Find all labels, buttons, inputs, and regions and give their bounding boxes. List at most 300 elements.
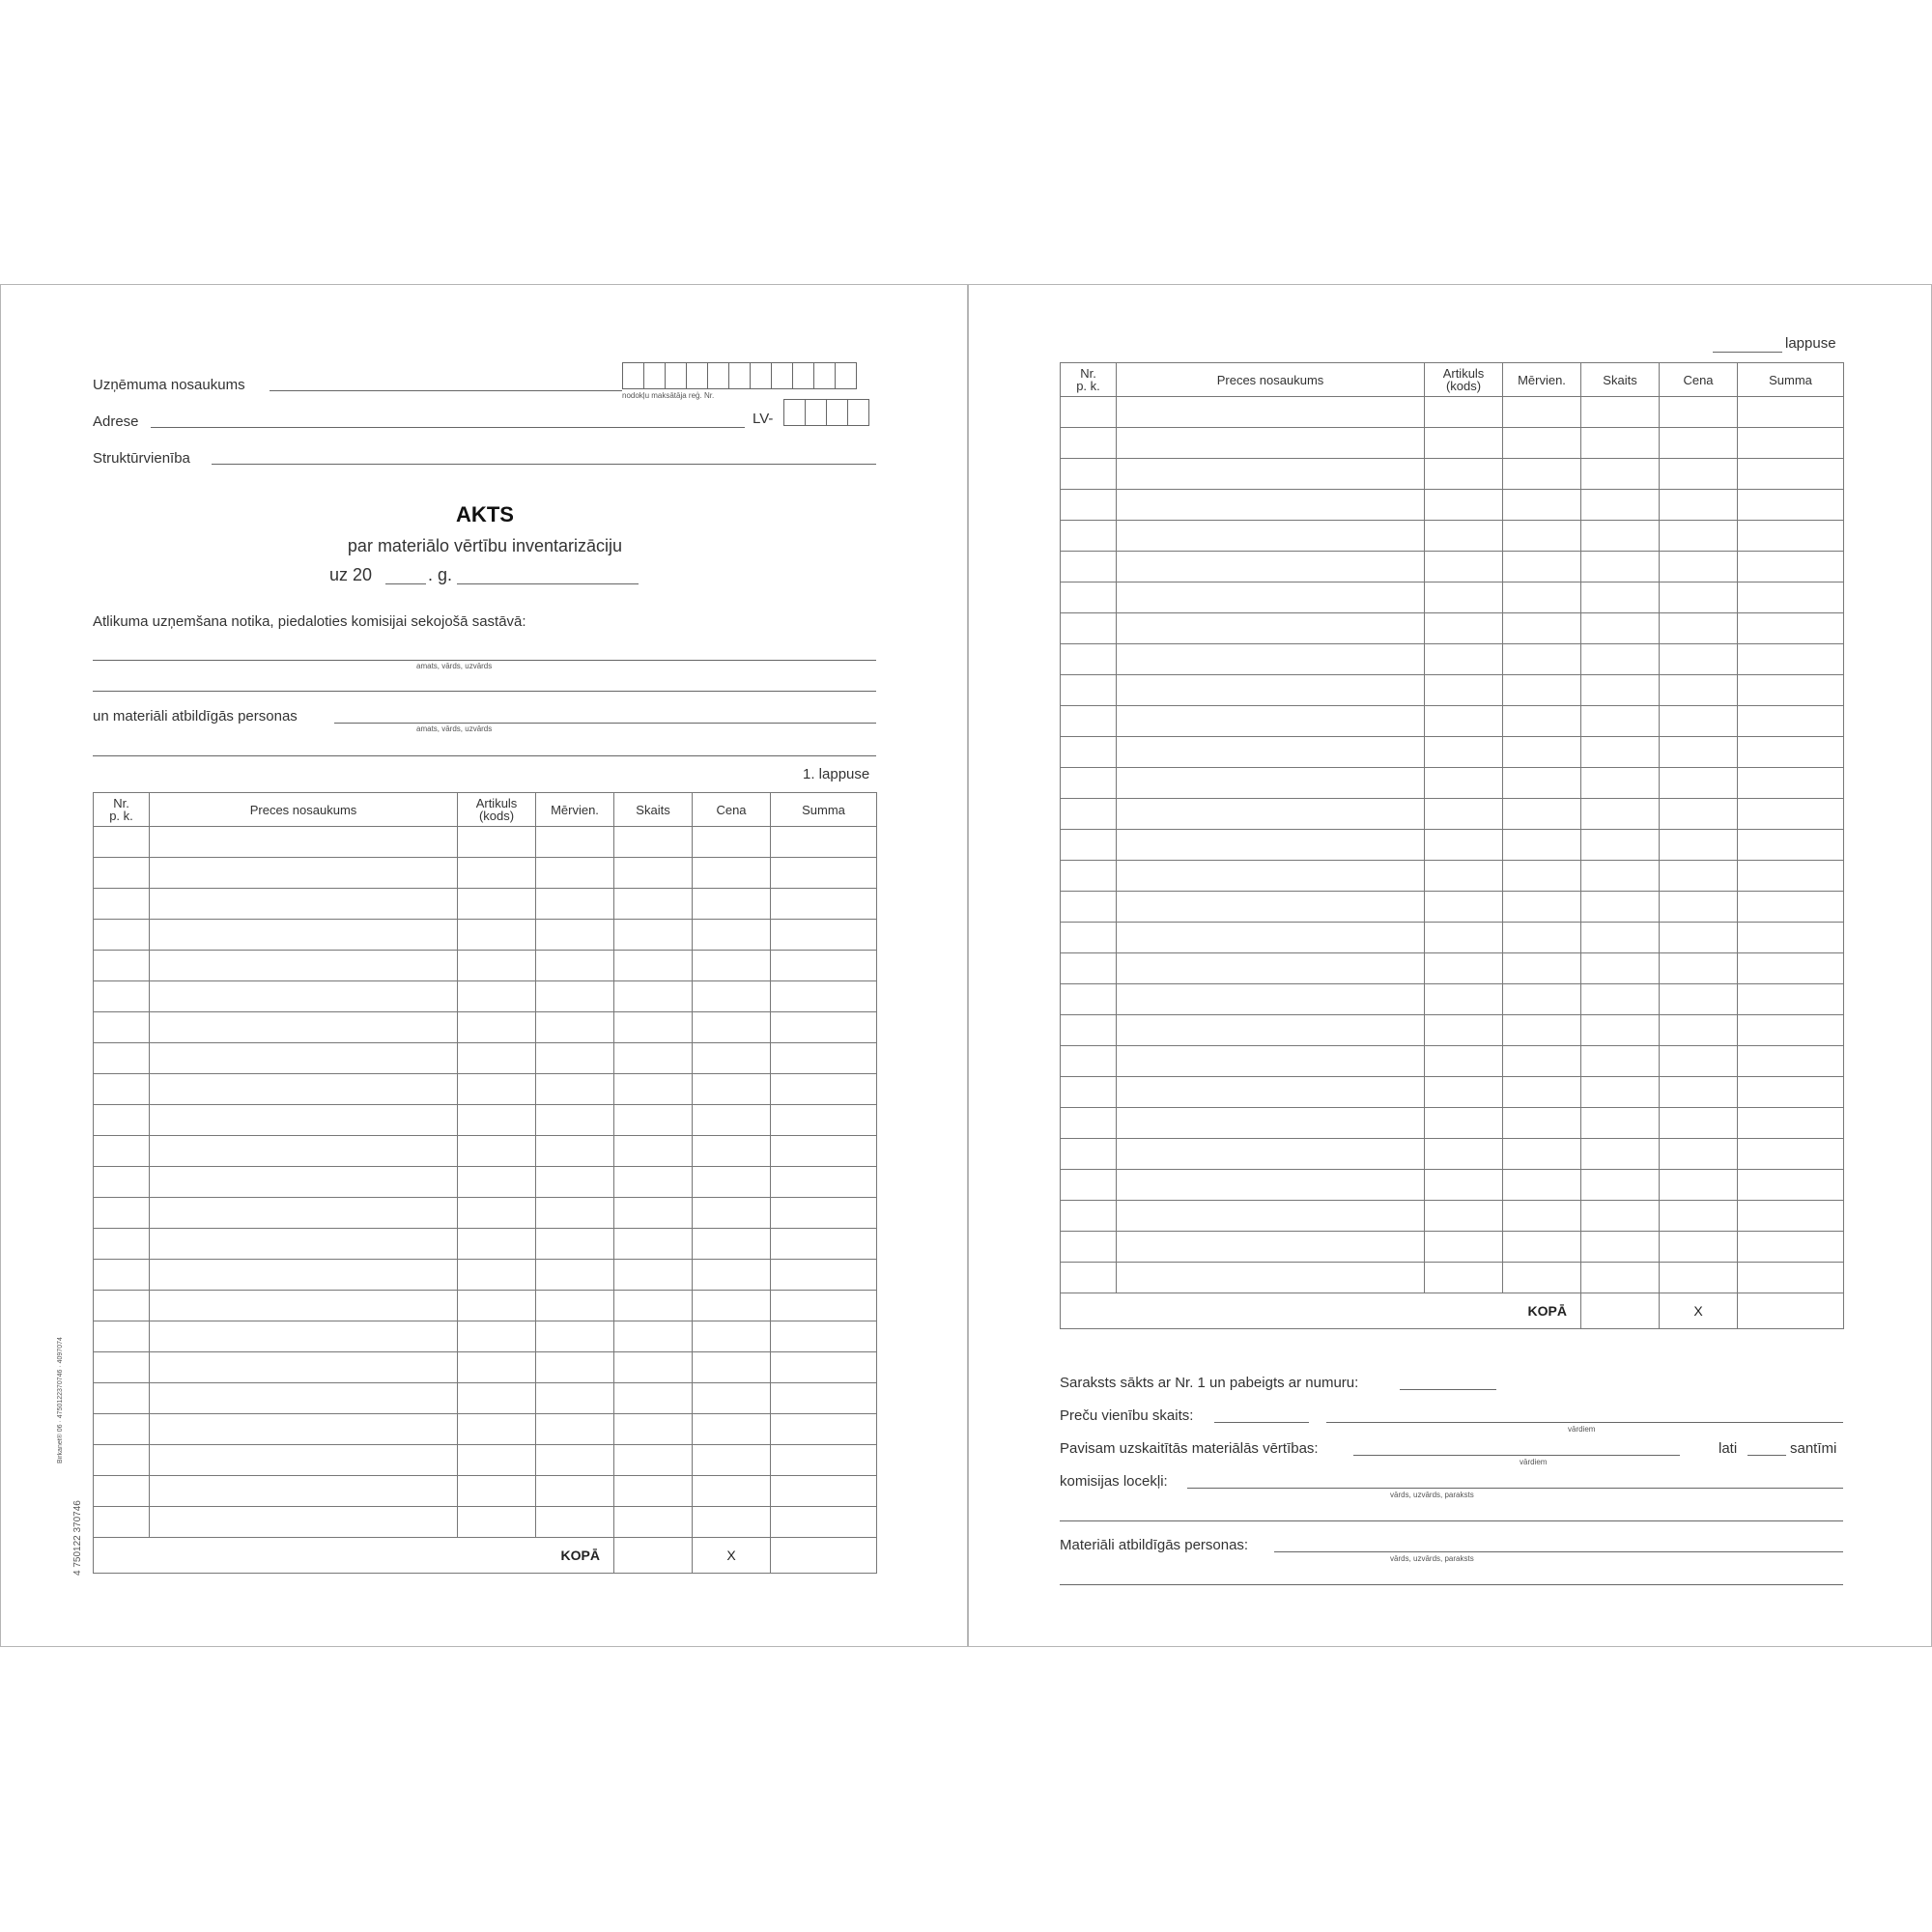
table-cell[interactable]	[1581, 459, 1660, 490]
table-cell[interactable]	[614, 951, 693, 981]
table-row[interactable]	[1061, 861, 1844, 892]
table-cell[interactable]	[1738, 397, 1844, 428]
table-cell[interactable]	[1061, 830, 1117, 861]
table-cell[interactable]	[614, 889, 693, 920]
table-cell[interactable]	[536, 1321, 614, 1352]
table-cell[interactable]	[1117, 799, 1425, 830]
table-cell[interactable]	[1503, 799, 1581, 830]
company-name-line[interactable]	[270, 390, 622, 391]
table-row[interactable]	[1061, 675, 1844, 706]
table-cell[interactable]	[1503, 1170, 1581, 1201]
table-cell[interactable]	[1581, 799, 1660, 830]
table-cell[interactable]	[1425, 1263, 1503, 1293]
table-row[interactable]	[94, 1414, 877, 1445]
table-cell[interactable]	[614, 827, 693, 858]
table-cell[interactable]	[1738, 582, 1844, 613]
table-cell[interactable]	[150, 1074, 458, 1105]
table-row[interactable]	[94, 1229, 877, 1260]
table-cell[interactable]	[94, 1198, 150, 1229]
table-cell[interactable]	[94, 1291, 150, 1321]
table-cell[interactable]	[458, 1229, 536, 1260]
table-cell[interactable]	[1503, 1139, 1581, 1170]
table-cell[interactable]	[1738, 1077, 1844, 1108]
table-row[interactable]	[94, 1074, 877, 1105]
table-cell[interactable]	[1581, 706, 1660, 737]
table-cell[interactable]	[1738, 675, 1844, 706]
table-cell[interactable]	[1061, 984, 1117, 1015]
table-cell[interactable]	[94, 1167, 150, 1198]
table-cell[interactable]	[150, 1414, 458, 1445]
table-cell[interactable]	[1660, 552, 1738, 582]
table-cell[interactable]	[536, 1445, 614, 1476]
table-cell[interactable]	[693, 1074, 771, 1105]
table-cell[interactable]	[536, 1507, 614, 1538]
table-cell[interactable]	[693, 1043, 771, 1074]
table-cell[interactable]	[614, 858, 693, 889]
table-cell[interactable]	[1660, 582, 1738, 613]
table-cell[interactable]	[1425, 1077, 1503, 1108]
table-cell[interactable]	[1581, 397, 1660, 428]
table-row[interactable]	[94, 889, 877, 920]
table-cell[interactable]	[1503, 397, 1581, 428]
table-cell[interactable]	[1660, 459, 1738, 490]
table-cell[interactable]	[693, 1167, 771, 1198]
date-day-line[interactable]	[457, 583, 639, 584]
table-cell[interactable]	[1061, 799, 1117, 830]
table-row[interactable]	[94, 858, 877, 889]
table-cell[interactable]	[1061, 521, 1117, 552]
table-cell[interactable]	[458, 1074, 536, 1105]
table-cell[interactable]	[771, 889, 877, 920]
table-cell[interactable]	[150, 1167, 458, 1198]
table-cell[interactable]	[693, 981, 771, 1012]
table-cell[interactable]	[1117, 1108, 1425, 1139]
taxpayer-reg-boxes[interactable]	[622, 362, 856, 389]
table-cell[interactable]	[771, 1105, 877, 1136]
table-cell[interactable]	[1117, 1015, 1425, 1046]
table-cell[interactable]	[1425, 613, 1503, 644]
table-cell[interactable]	[1503, 953, 1581, 984]
units-count-line[interactable]	[1214, 1422, 1309, 1423]
table-cell[interactable]	[1425, 397, 1503, 428]
table-cell[interactable]	[614, 1198, 693, 1229]
table-cell[interactable]	[1061, 459, 1117, 490]
table-row[interactable]	[94, 1507, 877, 1538]
table-cell[interactable]	[693, 920, 771, 951]
table-cell[interactable]	[1117, 552, 1425, 582]
table-cell[interactable]	[693, 1383, 771, 1414]
table-cell[interactable]	[1425, 768, 1503, 799]
table-cell[interactable]	[1117, 768, 1425, 799]
table-cell[interactable]	[1117, 521, 1425, 552]
table-cell[interactable]	[536, 951, 614, 981]
table-cell[interactable]	[458, 1260, 536, 1291]
table-cell[interactable]	[1117, 675, 1425, 706]
table-cell[interactable]	[1581, 1139, 1660, 1170]
table-cell[interactable]	[1738, 490, 1844, 521]
table-cell[interactable]	[94, 920, 150, 951]
table-row[interactable]	[1061, 1170, 1844, 1201]
table-cell[interactable]	[1503, 644, 1581, 675]
table-cell[interactable]	[150, 1476, 458, 1507]
table-cell[interactable]	[1581, 490, 1660, 521]
table-cell[interactable]	[1660, 768, 1738, 799]
table-cell[interactable]	[1581, 953, 1660, 984]
table-cell[interactable]	[1581, 552, 1660, 582]
table-row[interactable]	[1061, 490, 1844, 521]
table-cell[interactable]	[1503, 706, 1581, 737]
table-cell[interactable]	[1503, 1232, 1581, 1263]
table-row[interactable]	[94, 1476, 877, 1507]
table-cell[interactable]	[1660, 1108, 1738, 1139]
table-cell[interactable]	[771, 1167, 877, 1198]
table-cell[interactable]	[1503, 1108, 1581, 1139]
table-cell[interactable]	[150, 1445, 458, 1476]
table-cell[interactable]	[1425, 953, 1503, 984]
list-end-number-line[interactable]	[1400, 1389, 1496, 1390]
table-cell[interactable]	[1660, 521, 1738, 552]
table-cell[interactable]	[150, 1105, 458, 1136]
table-cell[interactable]	[693, 1260, 771, 1291]
table-row[interactable]	[1061, 1201, 1844, 1232]
table-row[interactable]	[1061, 1077, 1844, 1108]
table-cell[interactable]	[1660, 1232, 1738, 1263]
table-cell[interactable]	[1503, 984, 1581, 1015]
table-row[interactable]	[94, 1105, 877, 1136]
table-cell[interactable]	[150, 1352, 458, 1383]
table-cell[interactable]	[150, 889, 458, 920]
table-cell[interactable]	[1425, 1015, 1503, 1046]
table-cell[interactable]	[1503, 737, 1581, 768]
table-cell[interactable]	[1660, 1170, 1738, 1201]
table-cell[interactable]	[1425, 830, 1503, 861]
table-cell[interactable]	[614, 1445, 693, 1476]
table-cell[interactable]	[1581, 984, 1660, 1015]
table-cell[interactable]	[150, 1043, 458, 1074]
table-cell[interactable]	[1061, 613, 1117, 644]
table-cell[interactable]	[1425, 706, 1503, 737]
table-cell[interactable]	[1738, 1201, 1844, 1232]
table-cell[interactable]	[693, 1012, 771, 1043]
table-row[interactable]	[94, 1198, 877, 1229]
table-cell[interactable]	[1581, 737, 1660, 768]
table-cell[interactable]	[150, 951, 458, 981]
table-cell[interactable]	[1660, 675, 1738, 706]
table-row[interactable]	[1061, 953, 1844, 984]
table-cell[interactable]	[1503, 861, 1581, 892]
table-cell[interactable]	[693, 1291, 771, 1321]
table-cell[interactable]	[536, 1012, 614, 1043]
table-cell[interactable]	[614, 1136, 693, 1167]
table-cell[interactable]	[1061, 1108, 1117, 1139]
table-cell[interactable]	[1061, 1077, 1117, 1108]
table-cell[interactable]	[1738, 861, 1844, 892]
table-row[interactable]	[1061, 521, 1844, 552]
table-cell[interactable]	[458, 1167, 536, 1198]
table-cell[interactable]	[614, 1321, 693, 1352]
table-cell[interactable]	[536, 858, 614, 889]
table-cell[interactable]	[1425, 490, 1503, 521]
table-row[interactable]	[1061, 613, 1844, 644]
table-cell[interactable]	[94, 1074, 150, 1105]
table-cell[interactable]	[1117, 397, 1425, 428]
table-cell[interactable]	[693, 1198, 771, 1229]
table-cell[interactable]	[94, 1383, 150, 1414]
table-cell[interactable]	[614, 981, 693, 1012]
table-cell[interactable]	[1117, 1077, 1425, 1108]
table-row[interactable]	[1061, 1108, 1844, 1139]
table-cell[interactable]	[1660, 1201, 1738, 1232]
table-cell[interactable]	[1425, 644, 1503, 675]
table-cell[interactable]	[150, 1507, 458, 1538]
table-cell[interactable]	[1117, 644, 1425, 675]
table-cell[interactable]	[771, 1198, 877, 1229]
table-cell[interactable]	[614, 1074, 693, 1105]
table-cell[interactable]	[771, 1291, 877, 1321]
table-cell[interactable]	[458, 1291, 536, 1321]
table-cell[interactable]	[458, 951, 536, 981]
table-row[interactable]	[1061, 1046, 1844, 1077]
table-row[interactable]	[1061, 892, 1844, 923]
table-cell[interactable]	[1061, 706, 1117, 737]
table-cell[interactable]	[1660, 984, 1738, 1015]
table-row[interactable]	[94, 920, 877, 951]
table-cell[interactable]	[1660, 1139, 1738, 1170]
table-cell[interactable]	[693, 1229, 771, 1260]
table-cell[interactable]	[1503, 521, 1581, 552]
table-cell[interactable]	[1738, 1139, 1844, 1170]
table-cell[interactable]	[1738, 1170, 1844, 1201]
table-cell[interactable]	[1738, 737, 1844, 768]
table-cell[interactable]	[1061, 644, 1117, 675]
postal-code-boxes[interactable]	[783, 399, 868, 426]
table-cell[interactable]	[1061, 1139, 1117, 1170]
table-cell[interactable]	[771, 858, 877, 889]
table-cell[interactable]	[1117, 1201, 1425, 1232]
table-cell[interactable]	[1503, 490, 1581, 521]
table-cell[interactable]	[1581, 1263, 1660, 1293]
table-cell[interactable]	[1117, 582, 1425, 613]
table-cell[interactable]	[150, 920, 458, 951]
table-cell[interactable]	[536, 1229, 614, 1260]
table-cell[interactable]	[458, 1136, 536, 1167]
table-cell[interactable]	[1061, 1170, 1117, 1201]
table-cell[interactable]	[458, 1445, 536, 1476]
table-cell[interactable]	[1738, 1263, 1844, 1293]
table-row[interactable]	[94, 1291, 877, 1321]
table-row[interactable]	[94, 1012, 877, 1043]
table-cell[interactable]	[94, 1507, 150, 1538]
units-words-line[interactable]	[1326, 1422, 1843, 1423]
table-cell[interactable]	[536, 1414, 614, 1445]
table-cell[interactable]	[458, 981, 536, 1012]
table-cell[interactable]	[94, 1352, 150, 1383]
table-cell[interactable]	[1660, 861, 1738, 892]
table-cell[interactable]	[536, 920, 614, 951]
table-cell[interactable]	[1660, 953, 1738, 984]
table-cell[interactable]	[1738, 1108, 1844, 1139]
table-cell[interactable]	[614, 1012, 693, 1043]
table-row[interactable]	[1061, 923, 1844, 953]
table-cell[interactable]	[1503, 552, 1581, 582]
total-sum-cell[interactable]	[771, 1538, 877, 1574]
table-cell[interactable]	[693, 889, 771, 920]
page-number-line[interactable]	[1713, 352, 1782, 353]
table-cell[interactable]	[771, 1507, 877, 1538]
table-cell[interactable]	[1117, 1263, 1425, 1293]
table-cell[interactable]	[1660, 644, 1738, 675]
table-cell[interactable]	[1581, 1015, 1660, 1046]
table-cell[interactable]	[1425, 984, 1503, 1015]
table-cell[interactable]	[1738, 644, 1844, 675]
commission-line-2[interactable]	[93, 691, 876, 692]
table-cell[interactable]	[693, 951, 771, 981]
table-cell[interactable]	[94, 1105, 150, 1136]
table-cell[interactable]	[150, 981, 458, 1012]
table-row[interactable]	[94, 951, 877, 981]
table-cell[interactable]	[1425, 521, 1503, 552]
table-cell[interactable]	[150, 1260, 458, 1291]
table-row[interactable]	[94, 1043, 877, 1074]
table-cell[interactable]	[150, 1229, 458, 1260]
table-row[interactable]	[1061, 459, 1844, 490]
table-cell[interactable]	[1425, 799, 1503, 830]
table-cell[interactable]	[1117, 830, 1425, 861]
table-cell[interactable]	[1738, 768, 1844, 799]
table-cell[interactable]	[536, 1136, 614, 1167]
table-cell[interactable]	[1581, 521, 1660, 552]
table-row[interactable]	[94, 827, 877, 858]
table-cell[interactable]	[693, 1352, 771, 1383]
table-cell[interactable]	[1061, 397, 1117, 428]
table-row[interactable]	[94, 1167, 877, 1198]
table-cell[interactable]	[94, 1229, 150, 1260]
commission-members-line-2[interactable]	[1060, 1520, 1843, 1521]
table-cell[interactable]	[1061, 675, 1117, 706]
table-cell[interactable]	[536, 889, 614, 920]
table-cell[interactable]	[1425, 1170, 1503, 1201]
table-cell[interactable]	[693, 1445, 771, 1476]
table-cell[interactable]	[771, 1414, 877, 1445]
table-cell[interactable]	[771, 981, 877, 1012]
table-cell[interactable]	[1425, 428, 1503, 459]
structural-unit-line[interactable]	[212, 464, 876, 465]
table-cell[interactable]	[1061, 953, 1117, 984]
responsible-line-2[interactable]	[93, 755, 876, 756]
table-cell[interactable]	[536, 1167, 614, 1198]
table-cell[interactable]	[1061, 1232, 1117, 1263]
table-cell[interactable]	[94, 1136, 150, 1167]
table-cell[interactable]	[614, 1043, 693, 1074]
table-cell[interactable]	[1660, 1263, 1738, 1293]
table-cell[interactable]	[1061, 861, 1117, 892]
table-cell[interactable]	[536, 1291, 614, 1321]
table-cell[interactable]	[536, 1383, 614, 1414]
table-cell[interactable]	[536, 1352, 614, 1383]
table-cell[interactable]	[94, 889, 150, 920]
table-row[interactable]	[1061, 1232, 1844, 1263]
table-cell[interactable]	[458, 1105, 536, 1136]
table-cell[interactable]	[1061, 552, 1117, 582]
table-cell[interactable]	[94, 981, 150, 1012]
table-cell[interactable]	[1660, 830, 1738, 861]
table-cell[interactable]	[771, 1476, 877, 1507]
table-cell[interactable]	[458, 827, 536, 858]
table-cell[interactable]	[1660, 428, 1738, 459]
table-cell[interactable]	[150, 1136, 458, 1167]
table-cell[interactable]	[693, 1321, 771, 1352]
table-cell[interactable]	[1738, 706, 1844, 737]
table-cell[interactable]	[1425, 459, 1503, 490]
table-cell[interactable]	[614, 1476, 693, 1507]
table-cell[interactable]	[458, 1352, 536, 1383]
table-cell[interactable]	[1061, 490, 1117, 521]
table-cell[interactable]	[1503, 428, 1581, 459]
table-cell[interactable]	[1503, 1201, 1581, 1232]
table-row[interactable]	[1061, 1263, 1844, 1293]
table-cell[interactable]	[1117, 1046, 1425, 1077]
table-cell[interactable]	[1738, 1046, 1844, 1077]
table-cell[interactable]	[1425, 861, 1503, 892]
table-row[interactable]	[1061, 428, 1844, 459]
table-cell[interactable]	[614, 1291, 693, 1321]
table-cell[interactable]	[614, 920, 693, 951]
table-cell[interactable]	[1738, 613, 1844, 644]
table-cell[interactable]	[94, 827, 150, 858]
responsible-persons-line-2[interactable]	[1060, 1584, 1843, 1585]
table-cell[interactable]	[458, 1012, 536, 1043]
table-cell[interactable]	[1117, 1232, 1425, 1263]
table-cell[interactable]	[1117, 613, 1425, 644]
table-row[interactable]	[1061, 799, 1844, 830]
table-row[interactable]	[1061, 706, 1844, 737]
table-cell[interactable]	[614, 1352, 693, 1383]
table-cell[interactable]	[150, 858, 458, 889]
table-cell[interactable]	[1738, 799, 1844, 830]
commission-line-1[interactable]	[93, 660, 876, 661]
table-cell[interactable]	[94, 1260, 150, 1291]
table-cell[interactable]	[1660, 706, 1738, 737]
table-cell[interactable]	[693, 1136, 771, 1167]
table-cell[interactable]	[1503, 923, 1581, 953]
table-cell[interactable]	[1425, 552, 1503, 582]
table-cell[interactable]	[1425, 892, 1503, 923]
table-cell[interactable]	[94, 1012, 150, 1043]
table-cell[interactable]	[614, 1105, 693, 1136]
table-cell[interactable]	[94, 1445, 150, 1476]
table-cell[interactable]	[1503, 459, 1581, 490]
table-cell[interactable]	[1117, 490, 1425, 521]
table-cell[interactable]	[1117, 923, 1425, 953]
santimi-line[interactable]	[1747, 1455, 1786, 1456]
table-cell[interactable]	[1061, 428, 1117, 459]
table-cell[interactable]	[614, 1167, 693, 1198]
table-cell[interactable]	[771, 920, 877, 951]
table-cell[interactable]	[771, 1260, 877, 1291]
table-cell[interactable]	[1738, 923, 1844, 953]
table-cell[interactable]	[1581, 1046, 1660, 1077]
table-cell[interactable]	[1503, 1015, 1581, 1046]
table-cell[interactable]	[1425, 1232, 1503, 1263]
table-cell[interactable]	[1581, 675, 1660, 706]
table-cell[interactable]	[1581, 644, 1660, 675]
commission-members-line-1[interactable]	[1187, 1488, 1843, 1489]
table-cell[interactable]	[94, 1043, 150, 1074]
table-cell[interactable]	[94, 858, 150, 889]
table-row[interactable]	[1061, 984, 1844, 1015]
table-cell[interactable]	[458, 920, 536, 951]
table-cell[interactable]	[1581, 613, 1660, 644]
